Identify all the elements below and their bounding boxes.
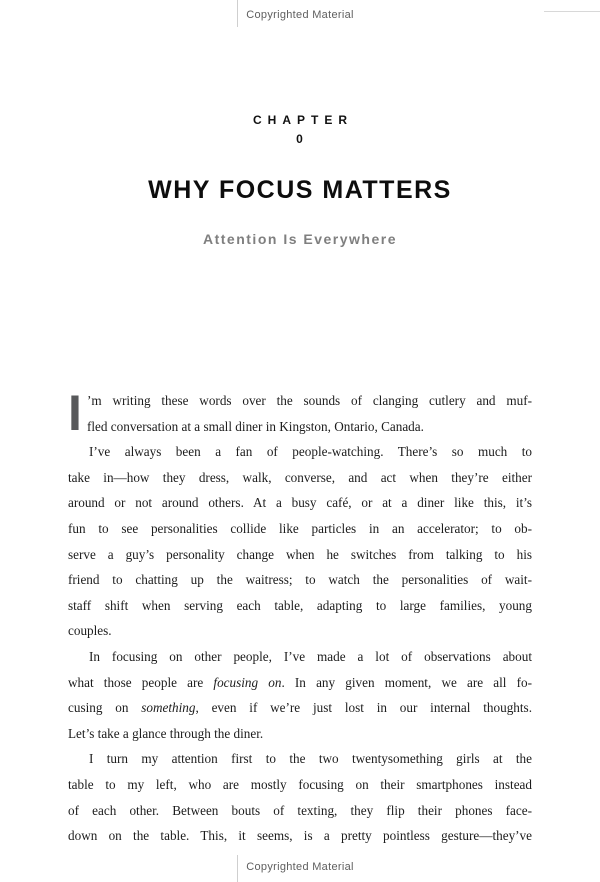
text-line: down on the table. This, it seems, is a pretty pointless gesture—they’ve <box>68 828 532 844</box>
text-line: fled conversation at a small diner in Kingston, Ontario, Canada. <box>87 418 424 434</box>
body-text <box>68 385 532 849</box>
copyright-notice-top: Copyrighted Material <box>246 9 354 21</box>
text-line: take in—how they dress, walk, converse, and act when they’re either <box>68 469 532 485</box>
text-line: I’ve always been a fan of people-watching. There’s so much to <box>89 444 532 460</box>
chapter-label: CHAPTER <box>252 113 353 127</box>
text-line: table to my left, who are mostly focusing on their smartphones instead <box>68 776 532 792</box>
text-line: couples. <box>68 623 112 639</box>
text-line: of each other. Between bouts of texting, they flip their phones face- <box>68 802 532 818</box>
text-line: staff shift when serving each table, adapting to large families, young <box>68 597 532 613</box>
text-line: In focusing on other people, I’ve made a lot of observations about <box>89 648 532 664</box>
paragraph <box>68 385 532 441</box>
paragraph <box>68 439 532 644</box>
text-line: I turn my attention first to the two twentysomething girls at the <box>89 751 532 767</box>
text-line: ’m writing these words over the sounds of clanging cutlery and muf- <box>87 393 532 408</box>
chapter-title: WHY FOCUS MATTERS <box>148 176 452 204</box>
text-line: cusing on something, even if we’re just lost in our internal thoughts. <box>68 700 532 716</box>
paragraph <box>68 746 532 848</box>
text-line: around or not around others. At a busy café, or at a diner like this, it’s <box>68 495 532 511</box>
text-line: serve a guy’s personality change when he switches from talking to his <box>68 546 532 562</box>
chapter-subtitle: Attention Is Everywhere <box>203 231 397 247</box>
text-line: what those people are focusing on. In any given moment, we are all fo- <box>68 674 532 690</box>
drop-cap-initial: I <box>68 385 82 441</box>
text-line: friend to chatting up the waitress; to watch the personalities of wait- <box>68 572 532 588</box>
text-line: Let’s take a glance through the diner. <box>68 725 264 741</box>
chapter-number: 0 <box>296 132 304 146</box>
text-line: fun to see personalities collide like particles in an accelerator; to ob- <box>68 520 532 536</box>
paragraph <box>68 644 532 746</box>
copyright-notice-bottom: Copyrighted Material <box>246 861 354 873</box>
